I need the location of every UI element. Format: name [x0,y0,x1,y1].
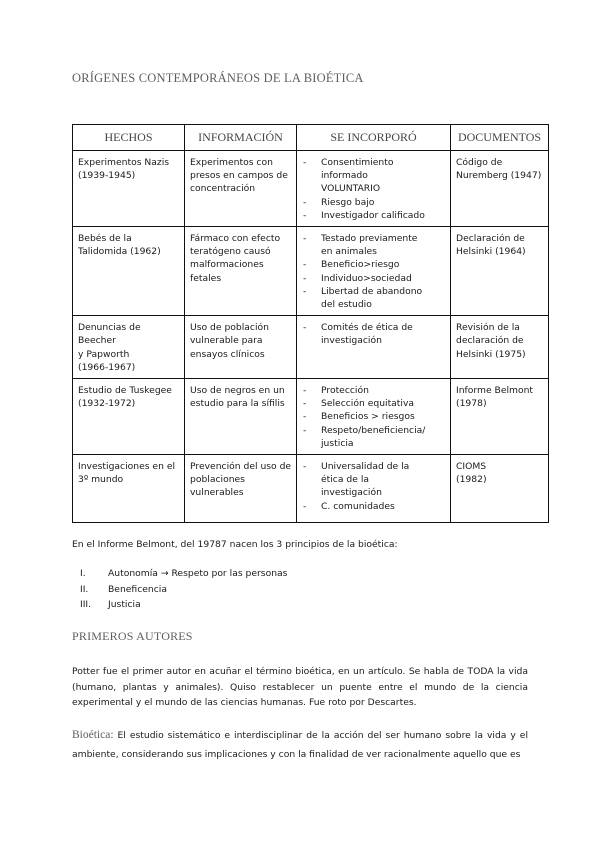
documento-line: Código de [456,157,503,168]
table-row [73,227,549,316]
incorporated-line: - Beneficios > riesgos [321,411,415,423]
header-se-incorporo: SE INCORPORÓ [297,125,451,151]
page-title: ORÍGENES CONTEMPORÁNEOS DE LA BIOÉTICA [72,71,364,85]
incorporated-item [301,156,446,196]
informacion-line: vulnerables [190,487,244,499]
informacion-line: Fármaco con efecto [190,233,281,245]
cell-hechos [73,151,185,227]
documento-line: declaración de [456,335,524,347]
cell-se-incorporo [297,379,451,455]
informacion-line: Uso de población [190,322,269,334]
incorporated-line: - C. comunidades [321,500,395,512]
hechos-line: (1932-1972) [78,398,136,410]
incorporated-item [301,384,446,397]
documento-line: Helsinki (1975) [456,348,526,360]
cell-se-incorporo [297,151,451,227]
incorporated-line: - Investigador calificado [321,209,425,221]
cell-informacion [185,455,297,523]
documento-line: Helsinki (1964) [456,246,526,258]
hechos-line: Investigaciones en el [78,461,176,473]
incorporated-item [301,410,446,423]
informacion-line: Uso de negros en un [190,385,285,397]
informacion-line: Experimentos con [190,157,273,168]
cell-se-incorporo [297,227,451,316]
hechos-line: 3º mundo [78,474,124,486]
informacion-line: teratógeno causó [190,246,271,258]
documento-line: Declaración de [456,233,525,245]
hechos-line: Denuncias de Beecher [78,322,141,347]
principles-list [72,568,287,615]
informacion-line: concentración [190,183,256,195]
cell-informacion [185,227,297,316]
principle-number: I. [80,568,86,579]
incorporated-item [301,460,446,500]
incorporated-item [301,196,446,209]
incorporated-line: justicia [321,437,354,449]
incorporated-item [301,258,446,271]
incorporated-line: - Testado previamente [321,233,418,245]
incorporated-line: - Consentimiento [321,157,394,168]
incorporated-item [301,272,446,285]
principle-item [72,584,287,600]
incorporated-line: - Respeto/beneficiencia/ [321,424,426,436]
informacion-line: Prevención del uso de [190,461,292,473]
incorporated-line: informado [321,170,368,182]
cell-hechos [73,455,185,523]
table-row [73,151,549,227]
incorporated-line: - Beneficio>riesgo [321,259,400,271]
incorporated-item [301,424,446,450]
hechos-line: Bebés de la [78,233,132,245]
cell-informacion [185,151,297,227]
incorporated-line: del estudio [321,299,372,311]
cell-documentos [451,227,549,316]
header-documentos: DOCUMENTOS [451,125,549,151]
incorporated-line: - Riesgo bajo [321,196,375,208]
cell-se-incorporo [297,455,451,523]
section-title-primeros-autores: PRIMEROS AUTORES [72,629,193,643]
principle-item [72,568,287,584]
informacion-line: malformaciones [190,259,264,271]
incorporated-item [301,232,446,258]
informacion-line: ensayos clínicos [190,348,265,360]
hechos-line: Talidomida (1962) [78,246,161,258]
incorporated-line: - Universalidad de la [321,461,410,473]
origins-table [72,124,549,523]
cell-documentos [451,151,549,227]
incorporated-line: - Comités de ética de [321,322,413,334]
incorporated-line: VOLUNTARIO [321,183,381,195]
principle-number: III. [80,599,92,610]
hechos-line: (1939-1945) [78,170,136,182]
principle-text: Justicia [108,599,141,610]
incorporated-line: - Protección [321,385,369,397]
bioetica-definition-paragraph [72,726,528,764]
principle-item [72,599,287,615]
header-hechos: HECHOS [73,125,185,151]
incorporated-item [301,209,446,222]
documento-line: (1978) [456,398,487,410]
incorporated-line: en animales [321,246,377,258]
hechos-line: y Papworth [78,348,130,360]
table-row [73,455,549,523]
incorporated-line: investigación [321,487,382,499]
bioetica-definition: El estudio sistemático e interdisciplinar de la acción del ser humano sobre la vida y el ambiente, considerando sus implicaciones y con la finalidad de ver racionalmente aquello que es [72,730,529,760]
cell-hechos [73,227,185,316]
incorporated-line: ética de la [321,474,369,486]
table-row [73,379,549,455]
cell-se-incorporo [297,316,451,379]
incorporated-item [301,397,446,410]
incorporated-item [301,321,446,347]
principle-text: Beneficencia [108,583,167,595]
documento-line: Nuremberg (1947) [456,170,542,182]
documento-line: Informe Belmont [456,385,534,397]
informacion-line: vulnerable para [190,335,263,347]
informacion-line: fetales [190,272,222,284]
incorporated-item [301,500,446,513]
potter-paragraph: Potter fue el primer autor en acuñar el término bioética, en un artículo. Se habla de TODA la vida (humano, plantas y animales). Quiso restablecer un puente entre el mundo de la ciencia experimental y el mundo de las ciencias humanas. Fue roto por Descartes. [72,666,528,708]
header-informacion: INFORMACIÓN [185,125,297,151]
table-row [73,316,549,379]
cell-hechos [73,379,185,455]
hechos-line: Experimentos Nazis [78,157,170,168]
cell-documentos [451,455,549,523]
cell-informacion [185,379,297,455]
cell-documentos [451,379,549,455]
informacion-line: presos en campos de [190,170,288,182]
cell-documentos [451,316,549,379]
bioetica-label: Bioética: [72,729,114,741]
belmont-intro: En el Informe Belmont, del 19787 nacen los 3 principios de la bioética: [72,539,398,550]
cell-hechos [73,316,185,379]
hechos-line: Estudio de Tuskegee [78,385,172,397]
principle-number: II. [80,583,89,595]
principle-text: Autonomía → Respeto por las personas [108,568,288,579]
incorporated-line: - Individuo>sociedad [321,272,412,284]
informacion-line: estudio para la sífilis [190,398,285,410]
incorporated-line: investigación [321,335,382,347]
hechos-line: (1966-1967) [78,361,136,373]
documento-line: CIOMS [456,461,487,473]
incorporated-line: - Selección equitativa [321,398,415,410]
documento-line: Revisión de la [456,322,520,334]
incorporated-item [301,285,446,311]
cell-informacion [185,316,297,379]
incorporated-line: - Libertad de abandono [321,285,423,297]
informacion-line: poblaciones [190,474,245,486]
table-header-row [73,125,549,151]
documento-line: (1982) [456,474,487,486]
